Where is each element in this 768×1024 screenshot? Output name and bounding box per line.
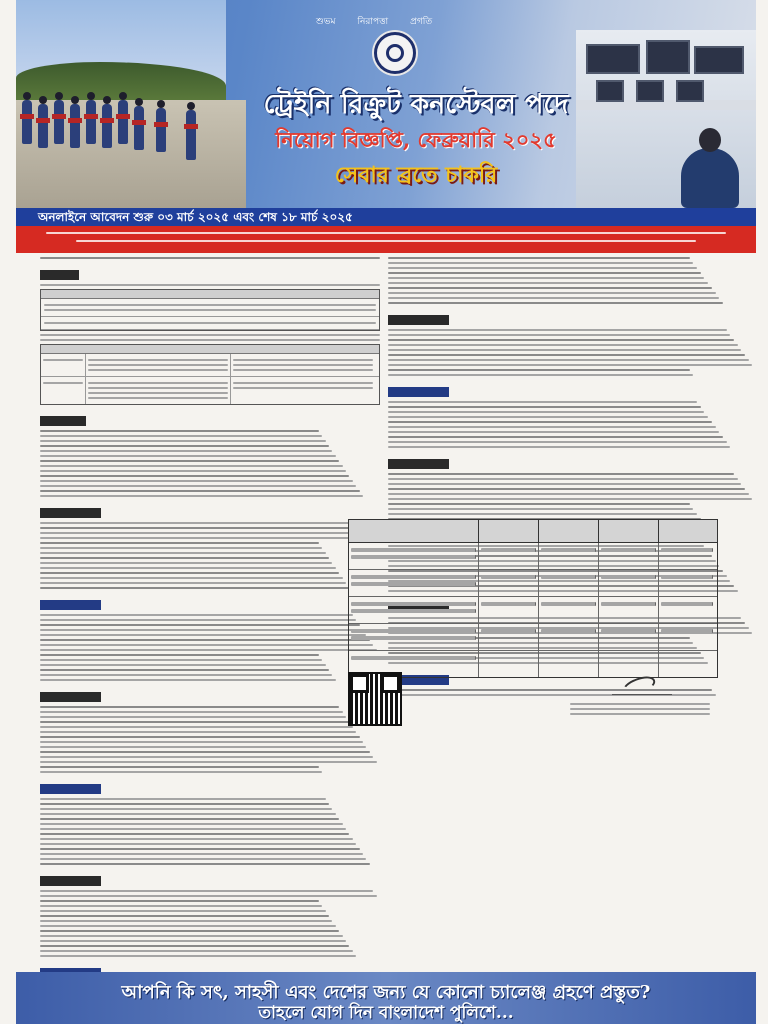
section-heading [388, 315, 449, 325]
marching-recruit [22, 100, 32, 144]
text-line [40, 532, 373, 534]
text-line [388, 416, 708, 418]
text-line [40, 629, 363, 631]
text-line [40, 470, 346, 472]
text-line [40, 562, 332, 564]
text-line [388, 302, 723, 304]
marching-recruit [118, 100, 128, 144]
text-line [40, 552, 326, 554]
section-heading [40, 600, 101, 610]
slogan: সেবার ব্রতে চাকরি [334, 162, 498, 188]
text-line [40, 557, 329, 559]
monitor [694, 46, 744, 74]
footer-question: আপনি কি সৎ, সাহসী এবং দেশের জন্য যে কোনো চ্যালেঞ্জ গ্রহণে প্রস্তুত? [121, 982, 651, 1003]
text-line [40, 813, 336, 815]
text-line [40, 706, 339, 708]
text-line [40, 890, 373, 892]
text-line [40, 726, 353, 728]
table-row [349, 597, 717, 624]
text-line [40, 654, 319, 656]
text-line [40, 838, 353, 840]
text-line [40, 930, 339, 932]
marching-recruit [38, 104, 48, 148]
text-line [40, 711, 343, 713]
text-line [388, 349, 741, 351]
header-banner [16, 0, 756, 208]
text-line [40, 669, 329, 671]
text-line [388, 411, 704, 413]
table-header [41, 290, 379, 299]
text-line [40, 527, 370, 529]
table-row [41, 376, 379, 404]
text-line [388, 493, 749, 495]
text-line [40, 798, 326, 800]
section-heading [40, 270, 79, 280]
signatory-block [570, 700, 710, 718]
text-line [40, 547, 322, 549]
text-line [40, 731, 356, 733]
page-title: ট্রেইনি রিক্রুট কনস্টেবল পদে [263, 89, 569, 120]
monitor [636, 80, 664, 102]
text-line [40, 736, 360, 738]
text-line [40, 858, 366, 860]
left-text-block [40, 430, 380, 1024]
marching-recruit [86, 100, 96, 144]
text-line [388, 334, 730, 336]
marching-recruit [102, 104, 112, 148]
text-line [40, 485, 356, 487]
text-line [388, 287, 712, 289]
text-line [40, 639, 370, 641]
text-line [388, 513, 697, 515]
text-line [40, 659, 322, 661]
text-line [40, 634, 366, 636]
text-line [40, 761, 377, 763]
police-emblem-icon [374, 32, 416, 74]
section-heading [40, 784, 101, 794]
text-line [388, 339, 734, 341]
text-line [40, 582, 346, 584]
text-line [388, 364, 752, 366]
text-line [40, 848, 360, 850]
text-line [388, 297, 719, 299]
text-line [40, 945, 349, 947]
text-line [40, 910, 326, 912]
text-line [40, 756, 373, 758]
text-line [388, 478, 738, 480]
text-line [388, 257, 690, 259]
text-line [40, 450, 332, 452]
qr-code-icon[interactable] [348, 672, 402, 726]
marching-recruit [156, 108, 166, 152]
text-line [388, 441, 727, 443]
text-line [40, 522, 366, 524]
text-line [388, 369, 690, 371]
text-line [40, 445, 329, 447]
exam-schedule-table [348, 519, 718, 678]
text-line [388, 344, 738, 346]
text-line [40, 900, 319, 902]
monitor [586, 44, 640, 74]
text-line [40, 828, 346, 830]
text-line [388, 359, 749, 361]
text-line [40, 843, 356, 845]
text-line [40, 808, 332, 810]
text-line [388, 436, 723, 438]
section-heading [40, 508, 101, 518]
text-line [388, 272, 701, 274]
text-line [40, 863, 370, 865]
text-line [40, 721, 349, 723]
text-line [40, 940, 346, 942]
table-header [349, 520, 717, 543]
text-line [388, 267, 697, 269]
application-dates-strip: অনলাইনে আবেদন শুরু ০৩ মার্চ ২০২৫ এবং শেষ ১৮ মার্চ ২০২৫ [16, 208, 756, 226]
text-line [40, 475, 349, 477]
text-line [388, 262, 693, 264]
warning-strip [16, 226, 756, 253]
signature [612, 674, 672, 695]
text-line [40, 257, 380, 259]
text-line [40, 853, 363, 855]
table-row [349, 624, 717, 651]
text-line [40, 624, 360, 626]
warning-text-line [76, 240, 696, 242]
text-line [40, 895, 377, 897]
table-header [41, 345, 379, 354]
parade-ground [16, 100, 246, 208]
officer-at-console [681, 148, 739, 208]
text-line [40, 644, 373, 646]
text-line [40, 955, 356, 957]
text-line [40, 925, 336, 927]
text-line [40, 716, 346, 718]
motto-word: নিরাপত্তা [357, 17, 389, 27]
table-row [41, 317, 379, 330]
text-line [40, 619, 356, 621]
text-line [388, 401, 697, 403]
text-line [40, 465, 343, 467]
section-heading [40, 416, 86, 426]
text-line [40, 339, 380, 341]
section-heading [388, 387, 449, 397]
text-line [40, 480, 353, 482]
motto-word: শুভম [316, 17, 336, 27]
text-line [40, 818, 339, 820]
text-line [388, 282, 708, 284]
text-line [40, 833, 349, 835]
text-line [388, 277, 704, 279]
text-line [40, 950, 353, 952]
left-column [40, 254, 380, 1024]
text-line [40, 674, 332, 676]
table-row [41, 299, 379, 317]
text-line [40, 440, 326, 442]
monitor [646, 40, 690, 74]
text-line [40, 915, 329, 917]
text-line [40, 766, 319, 768]
text-line [388, 329, 727, 331]
text-line [388, 483, 741, 485]
text-line [388, 503, 690, 505]
physical-requirements-table [40, 344, 380, 405]
footer-banner [16, 972, 756, 1024]
text-line [40, 741, 363, 743]
text-line [388, 374, 693, 376]
marching-recruit [186, 110, 196, 160]
text-line [40, 430, 319, 432]
text-line [388, 406, 701, 408]
text-line [40, 905, 322, 907]
page-subtitle: নিয়োগ বিজ্ঞপ্তি, ফেব্রুয়ারি ২০২৫ [275, 127, 557, 152]
text-line [40, 771, 322, 773]
section-heading [388, 459, 449, 469]
warning-text-line [46, 232, 726, 234]
text-line [40, 542, 319, 544]
text-line [388, 498, 752, 500]
section-heading [40, 876, 101, 886]
text-line [388, 426, 716, 428]
text-line [40, 572, 339, 574]
text-line [40, 823, 343, 825]
text-line [388, 421, 712, 423]
text-line [40, 751, 370, 753]
text-line [40, 920, 332, 922]
text-line [388, 488, 745, 490]
banner-motto [316, 14, 432, 29]
text-line [388, 292, 716, 294]
text-line [388, 354, 745, 356]
marching-recruit [134, 106, 144, 150]
text-line [40, 803, 329, 805]
text-line [40, 490, 360, 492]
text-line [40, 577, 343, 579]
text-line [40, 567, 336, 569]
table-row [349, 543, 717, 570]
text-line [40, 587, 349, 589]
footer-call-to-action: তাহলে যোগ দিন বাংলাদেশ পুলিশে... [258, 1003, 514, 1023]
text-line [40, 284, 380, 286]
text-line [40, 679, 336, 681]
text-line [40, 495, 363, 497]
text-line [388, 431, 719, 433]
marching-recruit [70, 104, 80, 148]
text-line [388, 473, 734, 475]
monitor [676, 80, 704, 102]
text-line [40, 935, 343, 937]
table-row [349, 570, 717, 597]
text-line [40, 537, 377, 539]
text-line [388, 508, 693, 510]
text-line [40, 460, 339, 462]
text-line [40, 664, 326, 666]
text-line [40, 614, 353, 616]
text-line [40, 649, 377, 651]
table-row [41, 354, 379, 376]
eligibility-table [40, 289, 380, 331]
text-line [40, 455, 336, 457]
text-line [40, 334, 380, 336]
text-line [388, 446, 730, 448]
text-line [40, 435, 322, 437]
motto-word: প্রগতি [410, 17, 433, 27]
section-heading [40, 692, 101, 702]
marching-recruit [54, 100, 64, 144]
text-line [40, 746, 366, 748]
